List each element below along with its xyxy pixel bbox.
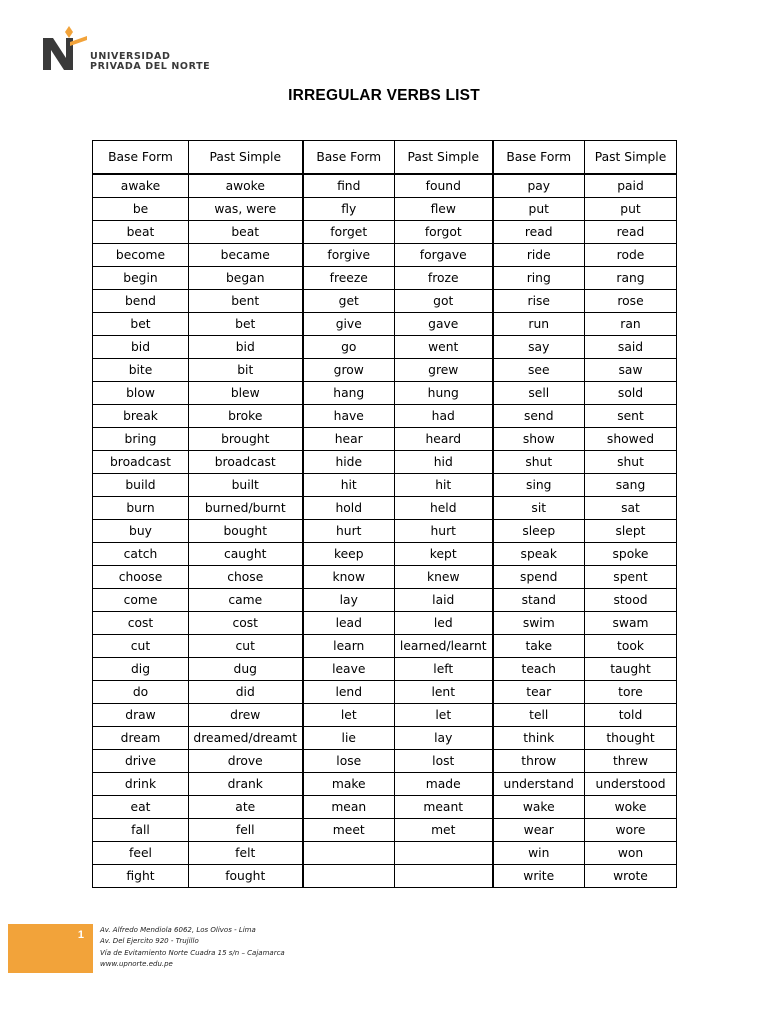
past-simple-cell: awoke (189, 174, 303, 198)
past-simple-cell: taught (585, 658, 677, 681)
base-form-cell: stand (493, 589, 585, 612)
base-form-cell: leave (303, 658, 395, 681)
base-form-cell: hang (303, 382, 395, 405)
base-form-cell: be (93, 198, 189, 221)
past-simple-cell: forgot (395, 221, 493, 244)
past-simple-cell: blew (189, 382, 303, 405)
base-form-cell: see (493, 359, 585, 382)
past-simple-cell: led (395, 612, 493, 635)
past-simple-cell: built (189, 474, 303, 497)
table-row (93, 520, 677, 543)
table-row (93, 750, 677, 773)
past-simple-cell: held (395, 497, 493, 520)
footer-address-lima: Av. Alfredo Mendiola 6062, Los Olivos - Lima (100, 926, 256, 934)
past-simple-cell: lent (395, 681, 493, 704)
irregular-verbs-table (92, 140, 677, 888)
base-form-cell: grow (303, 359, 395, 382)
base-form-cell: give (303, 313, 395, 336)
base-form-cell: hurt (303, 520, 395, 543)
base-form-cell: awake (93, 174, 189, 198)
past-simple-cell: made (395, 773, 493, 796)
base-form-cell: get (303, 290, 395, 313)
base-form-cell: say (493, 336, 585, 359)
past-simple-cell: wore (585, 819, 677, 842)
base-form-cell: let (303, 704, 395, 727)
past-simple-cell: forgave (395, 244, 493, 267)
base-form-cell: burn (93, 497, 189, 520)
column-header: Past Simple (189, 141, 303, 175)
base-form-cell: show (493, 428, 585, 451)
past-simple-cell: took (585, 635, 677, 658)
page-number: 1 (77, 929, 84, 941)
past-simple-cell: put (585, 198, 677, 221)
base-form-cell: fight (93, 865, 189, 888)
past-simple-cell: swam (585, 612, 677, 635)
past-simple-cell: slept (585, 520, 677, 543)
base-form-cell: meet (303, 819, 395, 842)
base-form-cell: eat (93, 796, 189, 819)
base-form-cell: put (493, 198, 585, 221)
base-form-cell: bid (93, 336, 189, 359)
base-form-cell: build (93, 474, 189, 497)
table-row (93, 405, 677, 428)
table-row (93, 543, 677, 566)
past-simple-cell: threw (585, 750, 677, 773)
past-simple-cell: saw (585, 359, 677, 382)
base-form-cell: sing (493, 474, 585, 497)
past-simple-cell: drew (189, 704, 303, 727)
past-simple-cell: chose (189, 566, 303, 589)
past-simple-cell: shut (585, 451, 677, 474)
past-simple-cell: did (189, 681, 303, 704)
base-form-cell: hide (303, 451, 395, 474)
table-body (93, 174, 677, 888)
base-form-cell: catch (93, 543, 189, 566)
past-simple-cell: began (189, 267, 303, 290)
base-form-cell: drink (93, 773, 189, 796)
base-form-cell: lie (303, 727, 395, 750)
past-simple-cell: brought (189, 428, 303, 451)
table-row (93, 773, 677, 796)
base-form-cell: hear (303, 428, 395, 451)
table-row (93, 382, 677, 405)
past-simple-cell: spent (585, 566, 677, 589)
past-simple-cell: cost (189, 612, 303, 635)
past-simple-cell: heard (395, 428, 493, 451)
past-simple-cell: woke (585, 796, 677, 819)
footer-address-cajamarca: Vía de Evitamiento Norte Cuadra 15 s/n – Cajamarca (100, 948, 285, 957)
past-simple-cell: burned/burnt (189, 497, 303, 520)
base-form-cell: cost (93, 612, 189, 635)
base-form-cell: forgive (303, 244, 395, 267)
base-form-cell: come (93, 589, 189, 612)
past-simple-cell: bought (189, 520, 303, 543)
past-simple-cell: hid (395, 451, 493, 474)
base-form-cell: mean (303, 796, 395, 819)
base-form-cell: tell (493, 704, 585, 727)
past-simple-cell: fell (189, 819, 303, 842)
base-form-cell: teach (493, 658, 585, 681)
base-form-cell: cut (93, 635, 189, 658)
page-title: IRREGULAR VERBS LIST (288, 87, 480, 104)
past-simple-cell: bit (189, 359, 303, 382)
base-form-cell: tear (493, 681, 585, 704)
base-form-cell: lead (303, 612, 395, 635)
page-number-box (8, 924, 93, 973)
past-simple-cell: hurt (395, 520, 493, 543)
base-form-cell: send (493, 405, 585, 428)
table-row (93, 359, 677, 382)
base-form-cell: ring (493, 267, 585, 290)
past-simple-cell: dug (189, 658, 303, 681)
past-simple-cell: sent (585, 405, 677, 428)
past-simple-cell: had (395, 405, 493, 428)
past-simple-cell: cut (189, 635, 303, 658)
past-simple-cell: hung (395, 382, 493, 405)
past-simple-cell: stood (585, 589, 677, 612)
past-simple-cell: let (395, 704, 493, 727)
past-simple-cell: kept (395, 543, 493, 566)
table-row (93, 589, 677, 612)
base-form-cell: hold (303, 497, 395, 520)
base-form-cell: fall (93, 819, 189, 842)
past-simple-cell (395, 865, 493, 888)
past-simple-cell: bet (189, 313, 303, 336)
past-simple-cell: ran (585, 313, 677, 336)
footer-website: www.upnorte.edu.pe (100, 960, 173, 969)
table-row (93, 497, 677, 520)
past-simple-cell: tore (585, 681, 677, 704)
base-form-cell: run (493, 313, 585, 336)
table-row (93, 566, 677, 589)
past-simple-cell: sang (585, 474, 677, 497)
base-form-cell: sell (493, 382, 585, 405)
past-simple-cell: bid (189, 336, 303, 359)
base-form-cell: rise (493, 290, 585, 313)
table-header-row (93, 141, 677, 175)
table-row (93, 842, 677, 865)
past-simple-cell: gave (395, 313, 493, 336)
column-header: Base Form (303, 141, 395, 175)
column-header: Base Form (93, 141, 189, 175)
base-form-cell: think (493, 727, 585, 750)
past-simple-cell: drove (189, 750, 303, 773)
past-simple-cell: rose (585, 290, 677, 313)
past-simple-cell: ate (189, 796, 303, 819)
base-form-cell: wear (493, 819, 585, 842)
base-form-cell: freeze (303, 267, 395, 290)
base-form-cell: wake (493, 796, 585, 819)
past-simple-cell: knew (395, 566, 493, 589)
past-simple-cell: dreamed/dreamt (189, 727, 303, 750)
table-row (93, 244, 677, 267)
base-form-cell: throw (493, 750, 585, 773)
base-form-cell: sleep (493, 520, 585, 543)
base-form-cell: bring (93, 428, 189, 451)
university-name-line1: UNIVERSIDAD (90, 51, 171, 62)
base-form-cell: pay (493, 174, 585, 198)
base-form-cell: hit (303, 474, 395, 497)
past-simple-cell: showed (585, 428, 677, 451)
table-row (93, 174, 677, 198)
base-form-cell: choose (93, 566, 189, 589)
past-simple-cell: read (585, 221, 677, 244)
past-simple-cell: bent (189, 290, 303, 313)
table-row (93, 336, 677, 359)
past-simple-cell: thought (585, 727, 677, 750)
past-simple-cell: lay (395, 727, 493, 750)
base-form-cell: spend (493, 566, 585, 589)
column-header: Base Form (493, 141, 585, 175)
past-simple-cell: left (395, 658, 493, 681)
base-form-cell: broadcast (93, 451, 189, 474)
base-form-cell: feel (93, 842, 189, 865)
table-row (93, 865, 677, 888)
base-form-cell: speak (493, 543, 585, 566)
base-form-cell: ride (493, 244, 585, 267)
base-form-cell: go (303, 336, 395, 359)
base-form-cell (303, 865, 395, 888)
past-simple-cell (395, 842, 493, 865)
base-form-cell: draw (93, 704, 189, 727)
past-simple-cell: understood (585, 773, 677, 796)
base-form-cell: become (93, 244, 189, 267)
base-form-cell: buy (93, 520, 189, 543)
past-simple-cell: lost (395, 750, 493, 773)
base-form-cell: bite (93, 359, 189, 382)
past-simple-cell: grew (395, 359, 493, 382)
past-simple-cell: sold (585, 382, 677, 405)
past-simple-cell: paid (585, 174, 677, 198)
past-simple-cell: rang (585, 267, 677, 290)
base-form-cell: have (303, 405, 395, 428)
base-form-cell: win (493, 842, 585, 865)
base-form-cell: fly (303, 198, 395, 221)
base-form-cell: shut (493, 451, 585, 474)
base-form-cell: do (93, 681, 189, 704)
table-row (93, 451, 677, 474)
base-form-cell: read (493, 221, 585, 244)
base-form-cell: forget (303, 221, 395, 244)
base-form-cell: take (493, 635, 585, 658)
table-row (93, 635, 677, 658)
past-simple-cell: met (395, 819, 493, 842)
past-simple-cell: flew (395, 198, 493, 221)
base-form-cell: learn (303, 635, 395, 658)
footer-address-trujillo: Av. Del Ejercito 920 - Trujillo (100, 937, 199, 946)
past-simple-cell: said (585, 336, 677, 359)
table-row (93, 313, 677, 336)
past-simple-cell: broke (189, 405, 303, 428)
past-simple-cell: got (395, 290, 493, 313)
table-row (93, 267, 677, 290)
table-row (93, 819, 677, 842)
base-form-cell: know (303, 566, 395, 589)
footer-addresses (100, 925, 285, 971)
base-form-cell: dig (93, 658, 189, 681)
table-row (93, 727, 677, 750)
past-simple-cell: spoke (585, 543, 677, 566)
base-form-cell: blow (93, 382, 189, 405)
base-form-cell (303, 842, 395, 865)
base-form-cell: write (493, 865, 585, 888)
university-name-line2: PRIVADA DEL NORTE (90, 61, 211, 72)
past-simple-cell: froze (395, 267, 493, 290)
table-row (93, 198, 677, 221)
past-simple-cell: broadcast (189, 451, 303, 474)
past-simple-cell: learned/learnt (395, 635, 493, 658)
base-form-cell: begin (93, 267, 189, 290)
table-row (93, 658, 677, 681)
table-row (93, 704, 677, 727)
past-simple-cell: went (395, 336, 493, 359)
table-row (93, 681, 677, 704)
past-simple-cell: drank (189, 773, 303, 796)
table-row (93, 474, 677, 497)
column-header: Past Simple (585, 141, 677, 175)
past-simple-cell: beat (189, 221, 303, 244)
past-simple-cell: caught (189, 543, 303, 566)
university-name (90, 52, 210, 72)
table-row (93, 221, 677, 244)
past-simple-cell: told (585, 704, 677, 727)
base-form-cell: lose (303, 750, 395, 773)
base-form-cell: dream (93, 727, 189, 750)
base-form-cell: lend (303, 681, 395, 704)
past-simple-cell: found (395, 174, 493, 198)
table-row (93, 796, 677, 819)
past-simple-cell: wrote (585, 865, 677, 888)
base-form-cell: beat (93, 221, 189, 244)
table-row (93, 612, 677, 635)
base-form-cell: understand (493, 773, 585, 796)
base-form-cell: bend (93, 290, 189, 313)
past-simple-cell: hit (395, 474, 493, 497)
base-form-cell: sit (493, 497, 585, 520)
base-form-cell: break (93, 405, 189, 428)
base-form-cell: swim (493, 612, 585, 635)
past-simple-cell: came (189, 589, 303, 612)
base-form-cell: bet (93, 313, 189, 336)
past-simple-cell: won (585, 842, 677, 865)
past-simple-cell: meant (395, 796, 493, 819)
past-simple-cell: rode (585, 244, 677, 267)
past-simple-cell: became (189, 244, 303, 267)
base-form-cell: lay (303, 589, 395, 612)
past-simple-cell: laid (395, 589, 493, 612)
column-header: Past Simple (395, 141, 493, 175)
table-row (93, 428, 677, 451)
table-row (93, 290, 677, 313)
past-simple-cell: felt (189, 842, 303, 865)
base-form-cell: drive (93, 750, 189, 773)
base-form-cell: find (303, 174, 395, 198)
base-form-cell: keep (303, 543, 395, 566)
past-simple-cell: fought (189, 865, 303, 888)
past-simple-cell: sat (585, 497, 677, 520)
past-simple-cell: was, were (189, 198, 303, 221)
base-form-cell: make (303, 773, 395, 796)
